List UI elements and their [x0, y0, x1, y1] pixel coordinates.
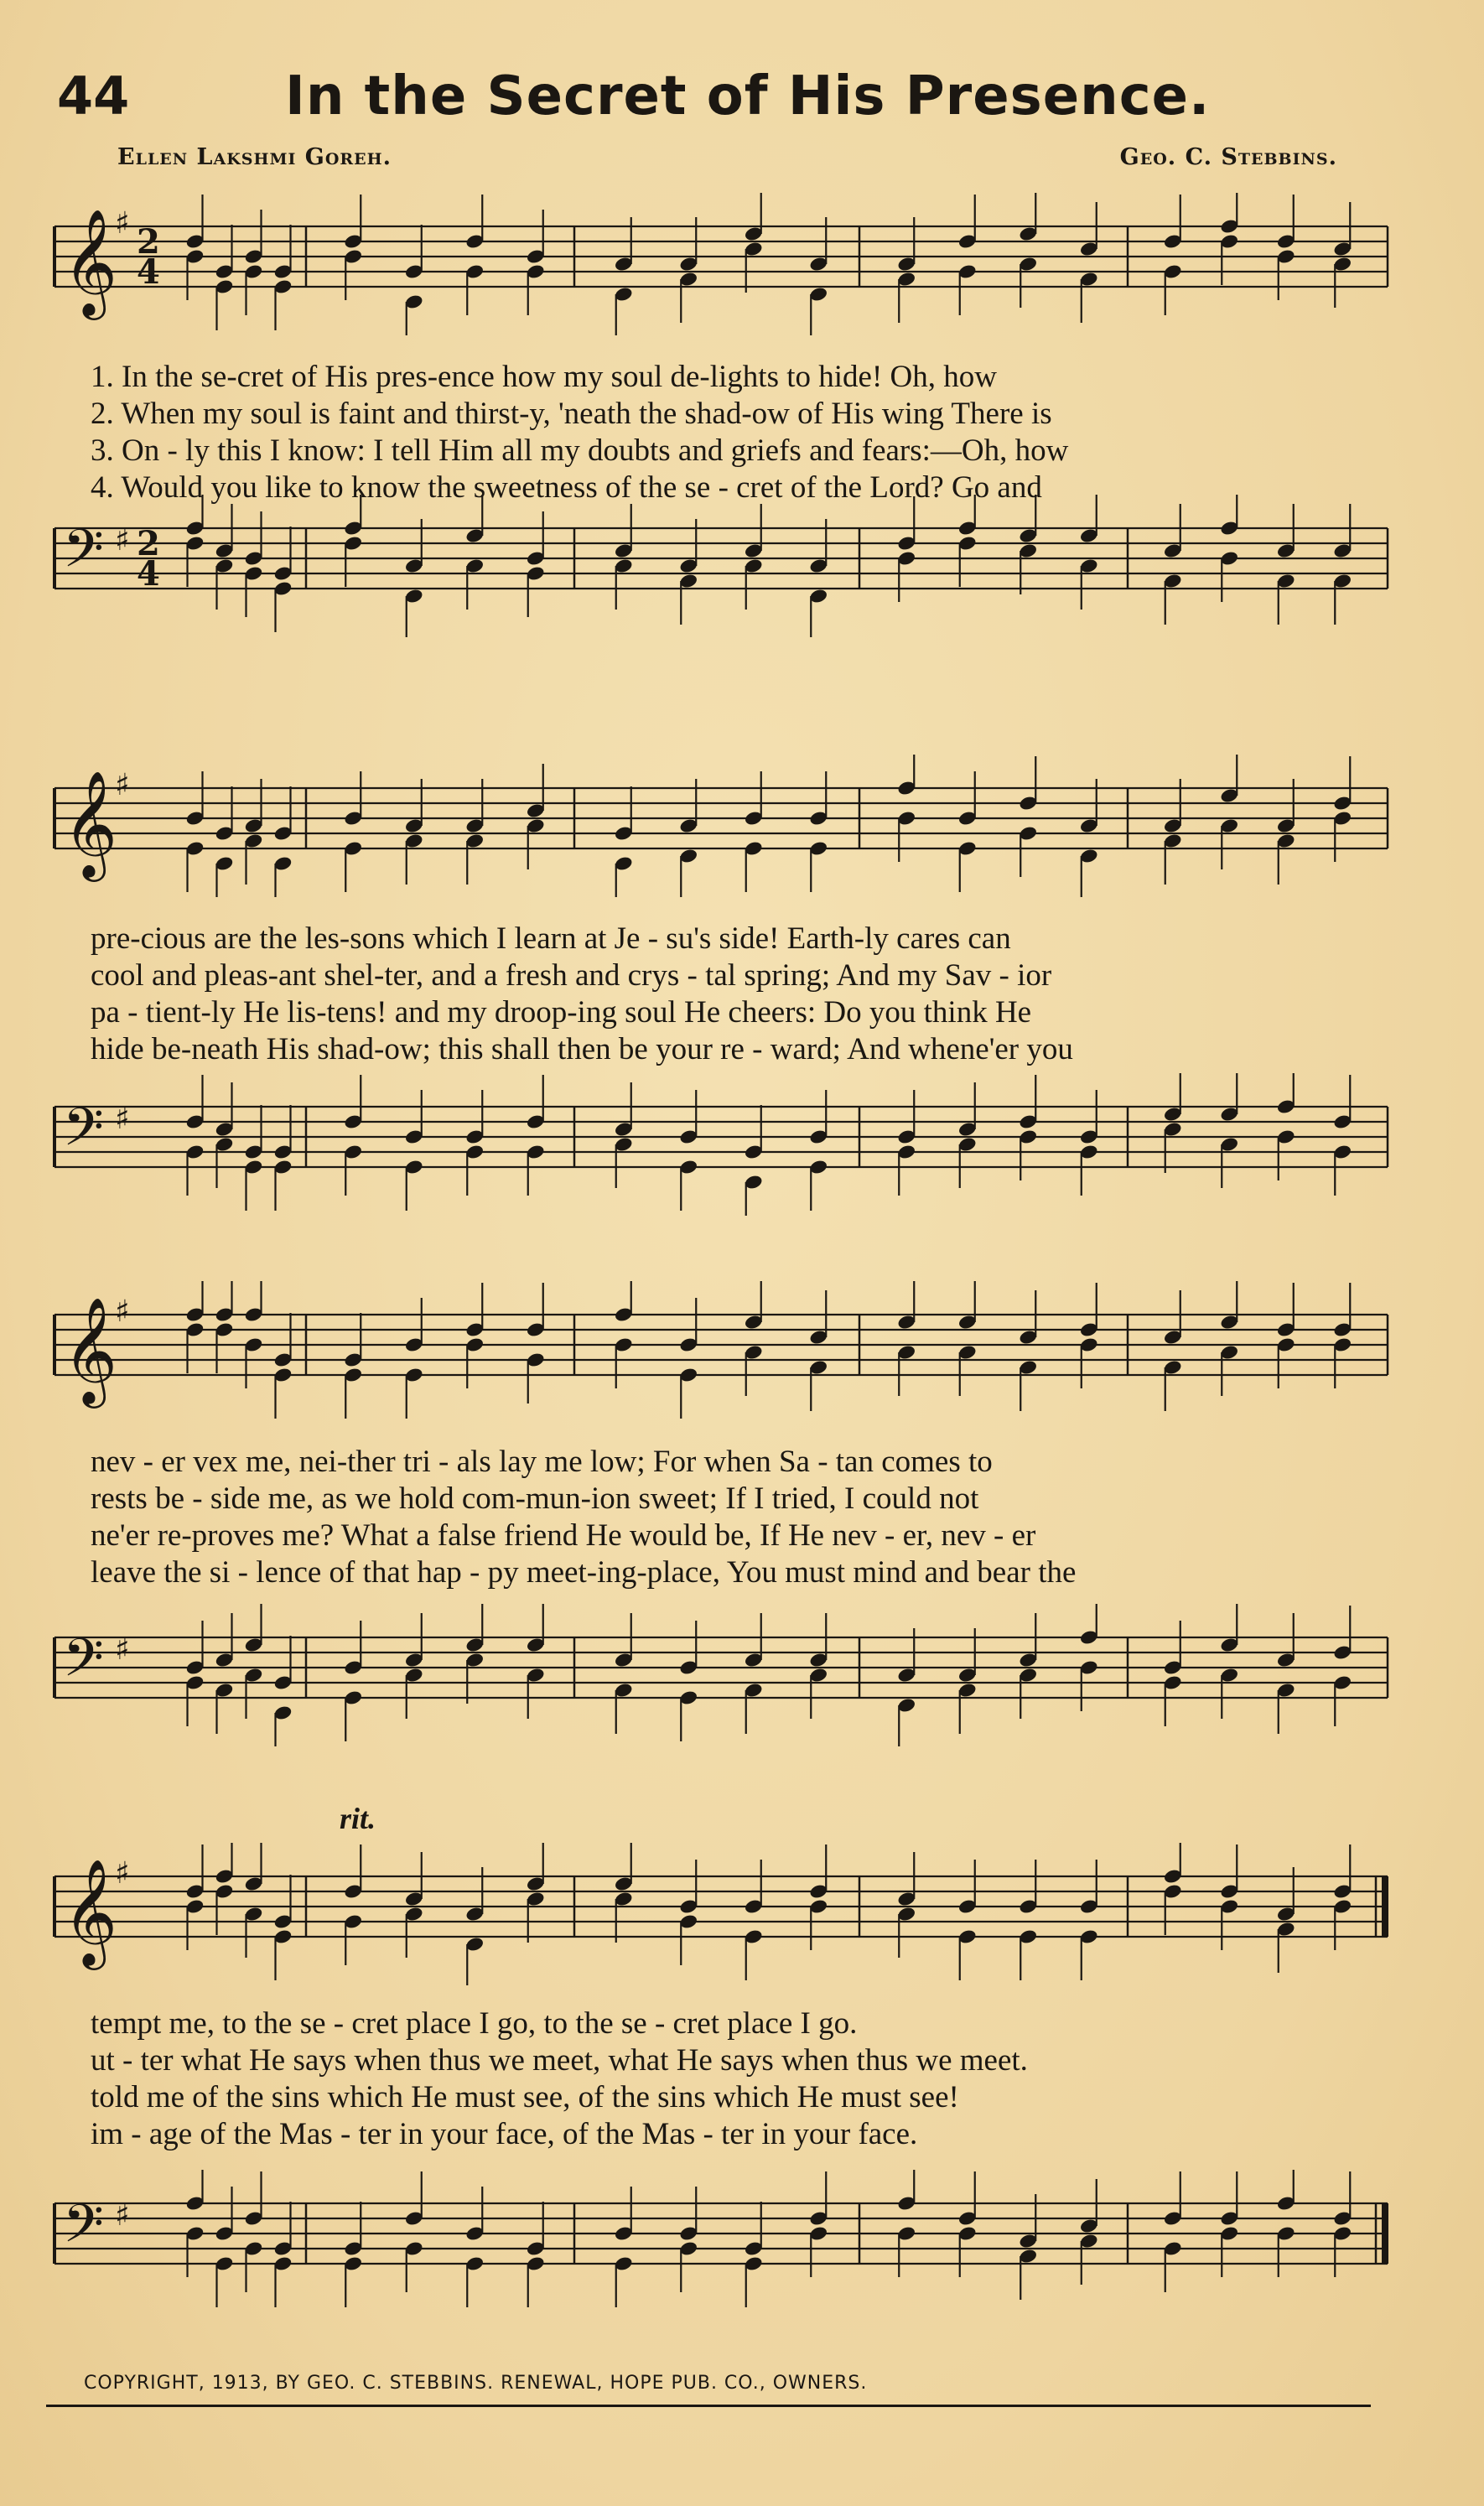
lyric-line: 3. On - ly this I know: I tell Him all my doubts and griefs and fears:—Oh, how	[91, 433, 1069, 468]
svg-text:♯: ♯	[115, 1295, 130, 1329]
svg-text:4: 4	[137, 252, 160, 292]
ritardando-marking: rit.	[340, 1802, 376, 1835]
hymn-title: In the Secret of His Presence.	[285, 65, 1211, 127]
lyric-line: im - age of the Mas - ter in your face, of the Mas - ter in your face.	[91, 2117, 918, 2151]
svg-text:𝄢: 𝄢	[63, 1627, 104, 1701]
svg-text:2: 2	[137, 524, 160, 563]
lyric-line: 1. In the se-cret of His pres-ence how my soul de-lights to hide! Oh, how	[91, 360, 997, 394]
lyric-line: pa - tient-ly He lis-tens! and my droop-ing soul He cheers: Do you think He	[91, 995, 1032, 1030]
svg-text:𝄞: 𝄞	[63, 1296, 118, 1403]
svg-text:♯: ♯	[115, 768, 130, 802]
treble-staff-1	[38, 193, 1396, 335]
lyric-line: told me of the sins which He must see, of the sins which He must see!	[91, 2080, 959, 2114]
svg-text:𝄢: 𝄢	[63, 1096, 104, 1170]
bass-staff-1	[38, 495, 1396, 637]
svg-text:4: 4	[137, 554, 160, 594]
lyricist-credit: Ellen Lakshmi Goreh.	[117, 144, 392, 170]
svg-text:♯: ♯	[115, 1102, 130, 1136]
svg-text:𝄞: 𝄞	[63, 770, 118, 877]
lyric-line: cool and pleas-ant shel-ter, and a fresh and crys - tal spring; And my Sav - ior	[91, 958, 1052, 993]
lyric-line: 4. Would you like to know the sweetness of the se - cret of the Lord? Go and	[91, 470, 1042, 505]
svg-text:♯: ♯	[115, 523, 130, 558]
bottom-rule	[46, 2405, 1371, 2407]
svg-text:𝄞: 𝄞	[63, 208, 118, 315]
lyric-line: ne'er re-proves me? What a false friend He would be, If He nev - er, nev - er	[91, 1518, 1036, 1553]
lyric-line: hide be-neath His shad-ow; this shall then be your re - ward; And whene'er you	[91, 1032, 1073, 1066]
lyrics-block-2	[91, 921, 1382, 1068]
svg-text:2: 2	[137, 222, 160, 262]
treble-staff-4	[38, 1843, 1396, 1985]
bass-staff-2	[38, 1073, 1396, 1216]
lyric-line: pre-cious are the les-sons which I learn at Je - su's side! Earth-ly cares can	[91, 921, 1011, 956]
lyric-line: leave the si - lence of that hap - py meet-ing-place, You must mind and bear the	[91, 1555, 1077, 1590]
copyright-notice: COPYRIGHT, 1913, BY GEO. C. STEBBINS. RENEWAL, HOPE PUB. CO., OWNERS.	[84, 2373, 868, 2394]
svg-text:♯: ♯	[115, 1856, 130, 1891]
treble-staff-2	[38, 755, 1396, 897]
lyric-line: tempt me, to the se - cret place I go, to the se - cret place I go.	[91, 2006, 858, 2041]
svg-text:♯: ♯	[115, 2198, 130, 2233]
lyric-line: rests be - side me, as we hold com-mun-ion sweet; If I tried, I could not	[91, 1481, 979, 1516]
lyric-line: 2. When my soul is faint and thirst-y, 'neath the shad-ow of His wing There is	[91, 397, 1052, 431]
lyrics-block-3	[91, 1444, 1382, 1591]
bass-staff-3	[38, 1604, 1396, 1746]
page-number: 44	[57, 65, 130, 127]
svg-text:♯: ♯	[115, 206, 130, 241]
lyrics-block-1	[91, 359, 1382, 506]
bass-staff-4	[38, 2170, 1396, 2312]
svg-text:𝄢: 𝄢	[63, 517, 104, 592]
composer-credit: Geo. C. Stebbins.	[1119, 144, 1337, 170]
lyric-line: nev - er vex me, nei-ther tri - als lay me low; For when Sa - tan comes to	[91, 1445, 993, 1479]
svg-text:♯: ♯	[115, 1632, 130, 1667]
svg-text:𝄢: 𝄢	[63, 2192, 104, 2267]
lyrics-block-4	[91, 2005, 1382, 2153]
lyric-line: ut - ter what He says when thus we meet, what He says when thus we meet.	[91, 2043, 1028, 2078]
svg-text:𝄞: 𝄞	[63, 1858, 118, 1965]
treble-staff-3	[38, 1281, 1396, 1424]
